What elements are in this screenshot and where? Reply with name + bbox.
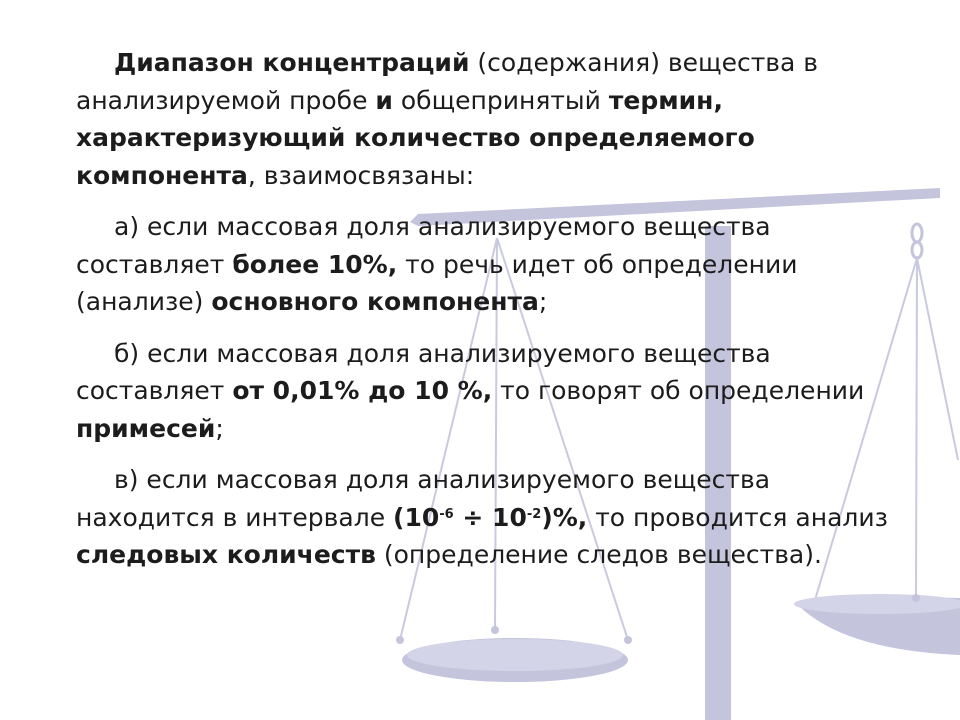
- text-span: то говорят об определении: [492, 376, 865, 405]
- term-main-component: основного компонента: [211, 287, 539, 316]
- range-b: от 0,01% до 10 %,: [232, 376, 493, 405]
- term-definition: термин, характеризующий количество определяемого компонента: [76, 85, 755, 190]
- text-span: (содержания) вещества в анализируемой пробе: [76, 48, 819, 115]
- bold-and: и: [375, 85, 393, 115]
- text-span: ;: [215, 413, 224, 443]
- text-span: общепринятый: [392, 85, 609, 115]
- text-span: в) если массовая доля анализируемого вещества находится в интервале: [76, 465, 771, 532]
- text-span: ;: [538, 287, 548, 316]
- text-span: то речь идет об определении (анализе): [76, 249, 798, 316]
- item-b-paragraph: [76, 335, 906, 448]
- item-c-paragraph: [76, 461, 906, 574]
- exponent: -2: [526, 506, 542, 522]
- range-part: ÷ 10: [453, 502, 527, 532]
- range-a: более 10%,: [232, 249, 398, 279]
- text-span: то проводится анализ: [587, 502, 888, 532]
- exponent: -6: [439, 506, 454, 522]
- range-part: (10: [393, 502, 440, 532]
- range-part: )%,: [541, 502, 588, 532]
- term-impurities: примесей: [76, 413, 216, 443]
- term-concentration-range: Диапазон концентраций: [114, 48, 470, 77]
- text-span: (определение следов вещества).: [375, 540, 822, 569]
- term-trace-amounts: следовых количеств: [76, 540, 376, 569]
- text-span: , взаимосвязаны:: [247, 160, 475, 190]
- item-a-paragraph: [76, 208, 906, 321]
- range-c: [393, 503, 587, 532]
- slide-text: [76, 44, 906, 588]
- text-span: б) если массовая доля анализируемого вещества составляет: [76, 338, 771, 405]
- text-span: а) если массовая доля анализируемого вещества составляет: [76, 212, 771, 279]
- intro-paragraph: [76, 44, 906, 194]
